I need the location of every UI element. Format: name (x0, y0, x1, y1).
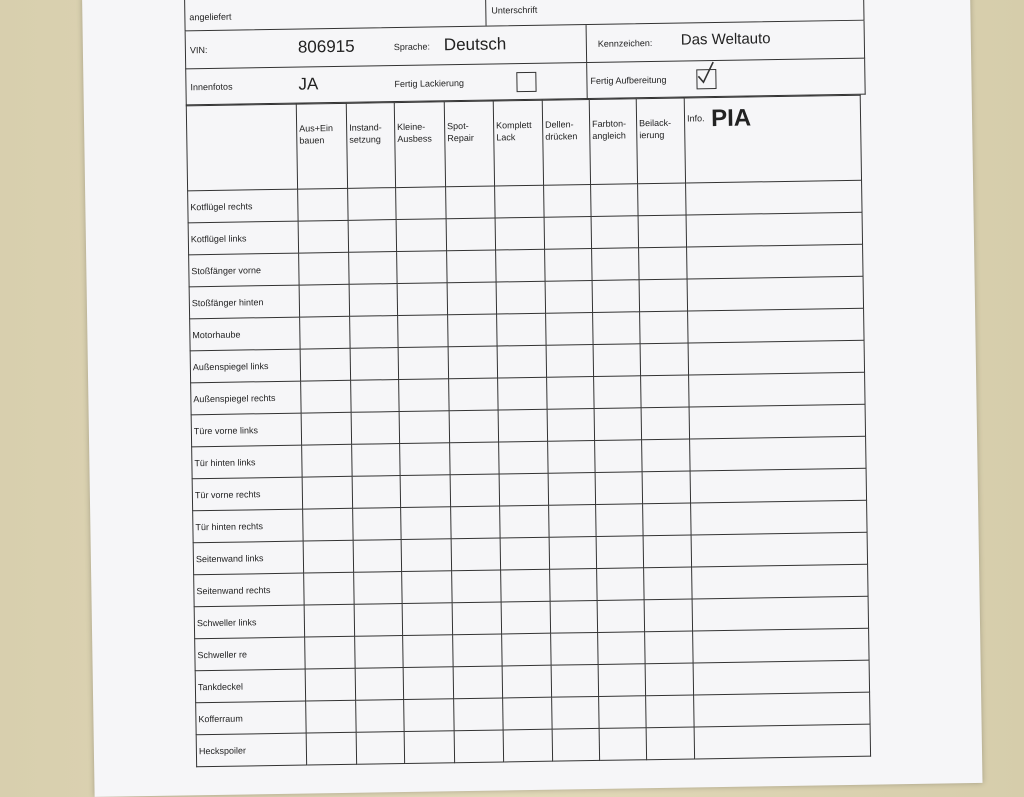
column-header: Beilack-ierung (636, 98, 685, 184)
interior-value: JA (298, 74, 319, 94)
delivered-label: angeliefert (189, 11, 232, 23)
table-cell[interactable] (446, 218, 495, 251)
table-cell[interactable] (694, 724, 870, 759)
table-cell[interactable] (686, 180, 862, 215)
table-cell[interactable] (352, 444, 400, 477)
table-cell[interactable] (689, 372, 865, 407)
table-cell[interactable] (402, 603, 452, 636)
table-cell[interactable] (353, 540, 401, 573)
row-label: Türe vorne links (191, 413, 301, 447)
row-label: Stoßfänger vorne (189, 253, 299, 287)
table-cell[interactable] (450, 474, 499, 507)
repair-table (186, 95, 871, 768)
table-cell[interactable] (352, 476, 400, 509)
table-header-row (186, 95, 861, 191)
table-cell[interactable] (400, 475, 450, 508)
column-header: Spot-Repair (444, 101, 494, 187)
table-cell[interactable] (546, 344, 593, 377)
table-cell[interactable] (397, 251, 447, 284)
table-cell[interactable] (688, 340, 864, 375)
table-cell[interactable] (549, 536, 596, 569)
table-cell[interactable] (396, 219, 446, 252)
table-cell[interactable] (644, 567, 692, 600)
checkmark-icon (695, 64, 715, 84)
table-cell[interactable] (448, 346, 497, 379)
table-cell[interactable] (686, 212, 862, 247)
table-cell[interactable] (640, 343, 688, 376)
table-cell[interactable] (303, 508, 353, 541)
table-cell[interactable] (404, 699, 454, 732)
table-cell[interactable] (304, 572, 354, 605)
table-cell[interactable] (592, 280, 639, 313)
table-cell[interactable] (299, 284, 349, 317)
table-cell[interactable] (551, 632, 598, 665)
table-cell[interactable] (400, 443, 450, 476)
table-cell[interactable] (349, 284, 397, 317)
table-cell[interactable] (499, 441, 548, 474)
table-cell[interactable] (355, 636, 403, 669)
table-cell[interactable] (502, 633, 551, 666)
table-cell[interactable] (356, 732, 404, 765)
table-cell[interactable] (544, 217, 591, 250)
table-cell[interactable] (644, 599, 692, 632)
table-cell[interactable] (596, 536, 643, 569)
table-cell[interactable] (350, 316, 398, 349)
form-sheet (82, 0, 982, 797)
row-label: Tür hinten links (192, 445, 302, 479)
table-cell[interactable] (548, 440, 595, 473)
table-cell[interactable] (399, 379, 449, 412)
table-cell[interactable] (298, 188, 348, 221)
table-cell[interactable] (642, 471, 690, 504)
table-cell[interactable] (502, 665, 551, 698)
table-cell[interactable] (638, 183, 686, 216)
table-cell[interactable] (599, 728, 646, 761)
table-cell[interactable] (496, 249, 545, 282)
column-header: Kleine-Ausbess (394, 102, 445, 188)
table-cell[interactable] (552, 728, 599, 761)
table-cell[interactable] (351, 380, 399, 413)
column-header: Komplett Lack (493, 100, 543, 186)
table-cell[interactable] (497, 345, 546, 378)
table-cell[interactable] (403, 635, 453, 668)
table-cell[interactable] (641, 407, 689, 440)
table-cell[interactable] (593, 312, 640, 345)
table-cell[interactable] (447, 250, 496, 283)
table-cell[interactable] (306, 700, 356, 733)
table-cell[interactable] (693, 628, 869, 663)
table-cell[interactable] (688, 308, 864, 343)
table-cell[interactable] (397, 283, 447, 316)
interior-label: Innenfotos (190, 81, 233, 93)
table-cell[interactable] (690, 436, 866, 471)
table-cell[interactable] (454, 698, 503, 731)
table-cell[interactable] (692, 564, 868, 599)
table-cell[interactable] (646, 695, 694, 728)
table-cell[interactable] (451, 538, 500, 571)
table-cell[interactable] (646, 727, 694, 760)
row-label: Kofferraum (196, 701, 306, 735)
table-cell[interactable] (645, 663, 693, 696)
row-label: Schweller re (195, 637, 305, 671)
table-cell[interactable] (348, 220, 396, 253)
vin-label: VIN: (189, 45, 208, 56)
table-cell[interactable] (306, 732, 356, 765)
table-cell[interactable] (547, 376, 594, 409)
column-header: Dellen-drücken (542, 100, 590, 186)
table-cell[interactable] (349, 252, 397, 285)
column-header: Aus+Ein bauen (296, 103, 347, 189)
table-cell[interactable] (354, 572, 402, 605)
top-divider (485, 0, 487, 26)
corner-cell (186, 104, 297, 191)
table-cell[interactable] (449, 378, 498, 411)
prep-done-label: Fertig Aufbereitung (590, 74, 667, 86)
table-cell[interactable] (547, 408, 594, 441)
table-cell[interactable] (550, 568, 597, 601)
table-cell[interactable] (304, 604, 354, 637)
table-cell[interactable] (452, 570, 501, 603)
table-cell[interactable] (302, 476, 352, 509)
info-label: Info. (686, 113, 705, 124)
row-label: Heckspoiler (196, 733, 306, 767)
table-cell[interactable] (351, 412, 399, 445)
table-cell[interactable] (594, 408, 641, 441)
table-cell[interactable] (498, 377, 547, 410)
info-value: PIA (710, 104, 752, 132)
table-cell[interactable] (593, 344, 640, 377)
table-cell[interactable] (300, 316, 350, 349)
row-label: Motorhaube (190, 317, 300, 351)
table-cell[interactable] (355, 668, 403, 701)
table-cell[interactable] (501, 601, 550, 634)
plate-label: Kennzeichen: (597, 38, 653, 49)
paint-done-checkbox[interactable] (516, 72, 536, 92)
row-label: Außenspiegel rechts (191, 381, 301, 415)
signature-label: Unterschrift (491, 4, 538, 16)
table-cell[interactable] (401, 507, 451, 540)
table-cell[interactable] (399, 411, 449, 444)
table-cell[interactable] (497, 313, 546, 346)
table-cell[interactable] (398, 315, 448, 348)
table-cell[interactable] (354, 604, 402, 637)
table-cell[interactable] (691, 532, 867, 567)
table-cell[interactable] (595, 440, 642, 473)
table-cell[interactable] (597, 600, 644, 633)
table-cell[interactable] (598, 664, 645, 697)
row-label: Außenspiegel links (190, 349, 300, 383)
table-cell[interactable] (689, 404, 865, 439)
table-cell[interactable] (300, 348, 350, 381)
row-label: Kotflügel rechts (188, 189, 298, 223)
table-cell[interactable] (298, 220, 348, 253)
table-cell[interactable] (448, 314, 497, 347)
table-cell[interactable] (498, 409, 547, 442)
table-cell[interactable] (596, 504, 643, 537)
row-label: Schweller links (194, 605, 304, 639)
table-cell[interactable] (447, 282, 496, 315)
table-cell[interactable] (451, 506, 500, 539)
table-cell[interactable] (692, 596, 868, 631)
table-cell[interactable] (694, 692, 870, 727)
column-header: Farbton-angleich (589, 99, 637, 185)
table-cell[interactable] (643, 535, 691, 568)
vin-value: 806915 (297, 36, 355, 57)
table-cell[interactable] (691, 500, 867, 535)
table-cell[interactable] (500, 505, 549, 538)
table-cell[interactable] (545, 249, 592, 282)
table-body (188, 180, 871, 767)
row-label: Tankdeckel (195, 669, 305, 703)
table-cell[interactable] (639, 279, 687, 312)
column-header: Instand-setzung (346, 103, 395, 189)
table-cell[interactable] (550, 600, 597, 633)
prep-done-checkbox[interactable] (696, 69, 716, 89)
table-cell[interactable] (551, 664, 598, 697)
table-cell[interactable] (640, 311, 688, 344)
table-cell[interactable] (301, 380, 351, 413)
table-cell[interactable] (548, 472, 595, 505)
row-label: Seitenwand links (193, 541, 303, 575)
table-cell[interactable] (305, 636, 355, 669)
table-cell[interactable] (449, 410, 498, 443)
table-cell[interactable] (638, 215, 686, 248)
table-cell[interactable] (544, 185, 591, 218)
table-cell[interactable] (546, 312, 593, 345)
table-cell[interactable] (641, 375, 689, 408)
language-label: Sprache: (393, 41, 430, 53)
table-cell[interactable] (305, 668, 355, 701)
table-cell[interactable] (446, 186, 495, 219)
table-cell[interactable] (503, 697, 552, 730)
table-cell[interactable] (299, 252, 349, 285)
table-cell[interactable] (495, 185, 544, 218)
table-cell[interactable] (501, 569, 550, 602)
table-cell[interactable] (639, 247, 687, 280)
table-cell[interactable] (348, 188, 396, 221)
table-cell[interactable] (356, 700, 404, 733)
table-cell[interactable] (500, 537, 549, 570)
table-cell[interactable] (403, 667, 453, 700)
table-cell[interactable] (645, 631, 693, 664)
table-cell[interactable] (687, 244, 863, 279)
table-cell[interactable] (591, 216, 638, 249)
row-label: Tür hinten rechts (193, 509, 303, 543)
table-cell[interactable] (453, 634, 502, 667)
table-cell[interactable] (496, 281, 545, 314)
table-cell[interactable] (592, 248, 639, 281)
table-cell[interactable] (552, 696, 599, 729)
table-cell[interactable] (398, 347, 448, 380)
paint-done-label: Fertig Lackierung (394, 77, 465, 90)
table-cell[interactable] (594, 376, 641, 409)
table-cell[interactable] (595, 472, 642, 505)
table-cell[interactable] (353, 508, 401, 541)
table-cell[interactable] (301, 412, 351, 445)
row-label: Kotflügel links (188, 221, 298, 255)
table-cell[interactable] (687, 276, 863, 311)
table-cell[interactable] (303, 540, 353, 573)
table-cell[interactable] (402, 571, 452, 604)
row-label: Seitenwand rechts (194, 573, 304, 607)
table-cell[interactable] (452, 602, 501, 635)
table-cell[interactable] (693, 660, 869, 695)
row-label: Stoßfänger hinten (189, 285, 299, 319)
table-cell[interactable] (454, 730, 503, 763)
table-cell[interactable] (642, 439, 690, 472)
table-cell[interactable] (643, 503, 691, 536)
table-cell[interactable] (453, 666, 502, 699)
table-cell[interactable] (597, 568, 644, 601)
table-cell[interactable] (401, 539, 451, 572)
status-divider (586, 63, 588, 98)
table-cell[interactable] (404, 731, 454, 764)
table-cell[interactable] (499, 473, 548, 506)
table-cell[interactable] (495, 217, 544, 250)
vin-divider (586, 25, 588, 62)
info-column-header (684, 95, 861, 183)
table-cell[interactable] (591, 184, 638, 217)
table-cell[interactable] (302, 444, 352, 477)
table-cell[interactable] (350, 348, 398, 381)
table-cell[interactable] (599, 696, 646, 729)
table-cell[interactable] (690, 468, 866, 503)
table-cell[interactable] (396, 187, 446, 220)
table-cell[interactable] (545, 280, 592, 313)
table-cell[interactable] (549, 504, 596, 537)
table-cell[interactable] (503, 729, 552, 762)
table-cell[interactable] (450, 442, 499, 475)
row-label: Tür vorne rechts (192, 477, 302, 511)
language-value: Deutsch (443, 34, 507, 55)
table-cell[interactable] (598, 632, 645, 665)
plate-value: Das Weltauto (680, 30, 771, 49)
